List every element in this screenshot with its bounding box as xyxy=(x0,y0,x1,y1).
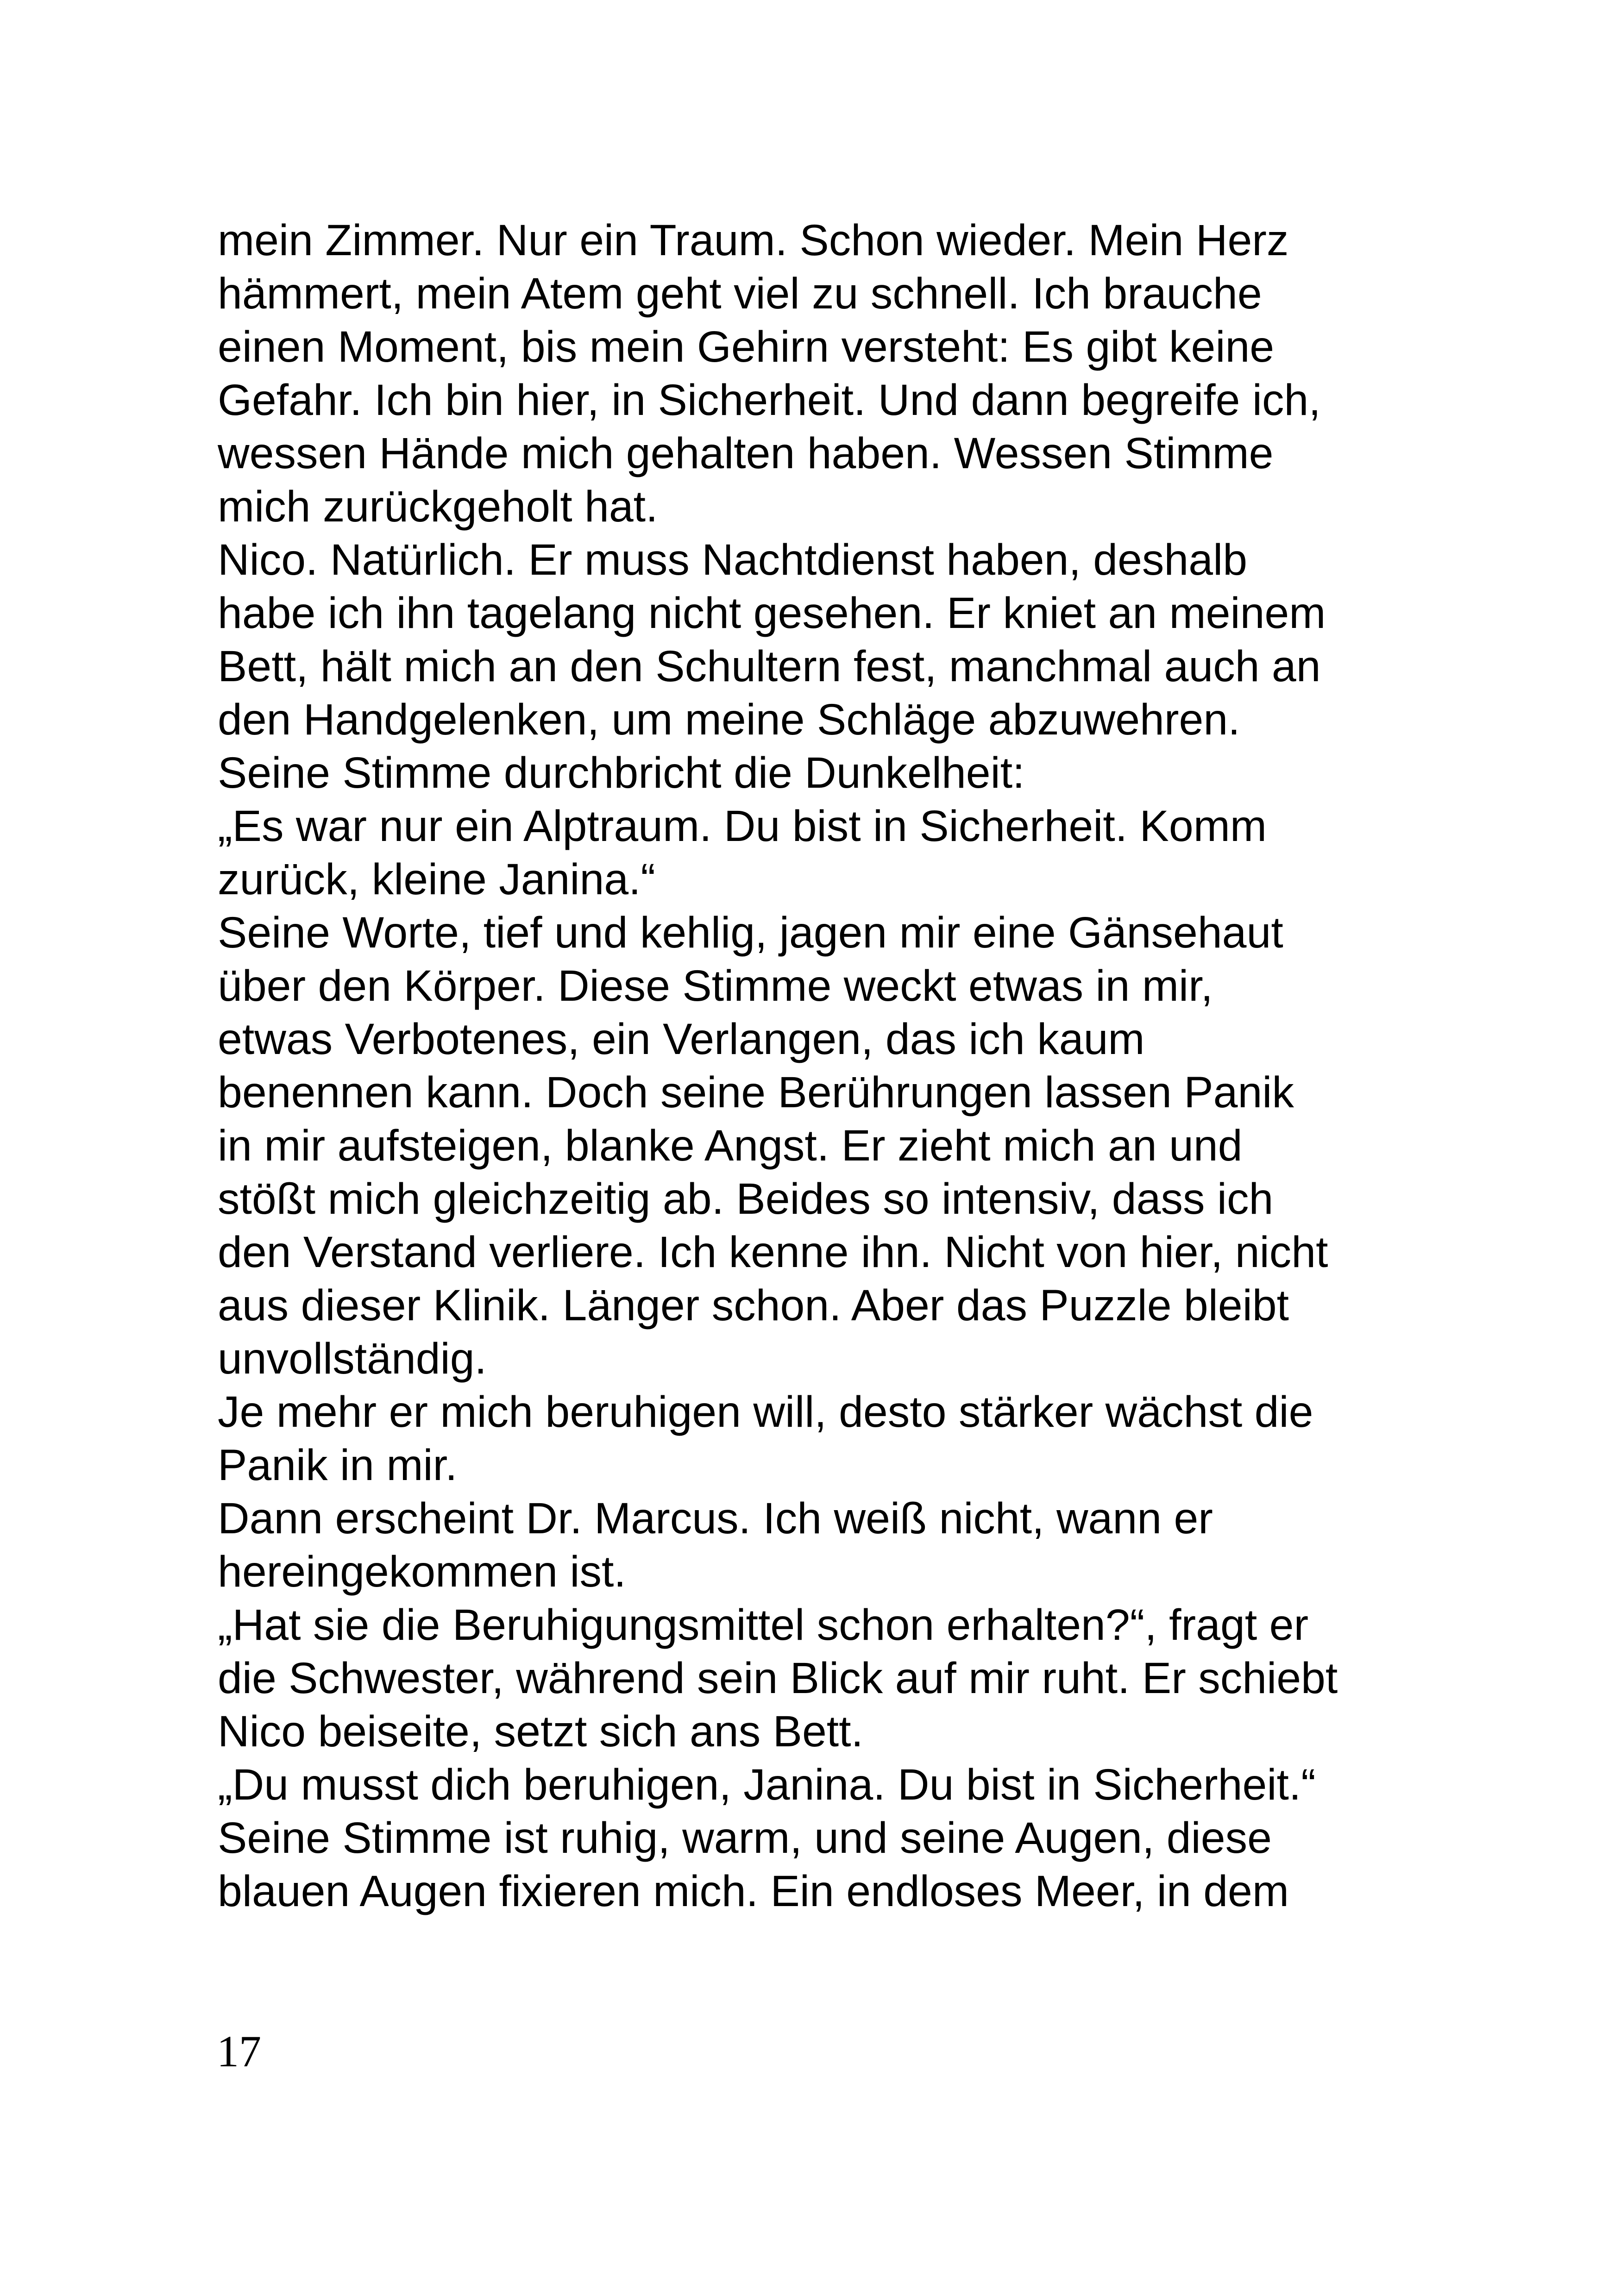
page-number: 17 xyxy=(217,2026,261,2076)
text-line: Bett, hält mich an den Schultern fest, manchmal auch an xyxy=(218,642,1321,691)
text-line: Nico. Natürlich. Er muss Nachtdienst haben, deshalb xyxy=(218,535,1248,584)
text-line: Seine Worte, tief und kehlig, jagen mir eine Gänsehaut xyxy=(218,908,1283,957)
text-line: blauen Augen fixieren mich. Ein endloses Meer, in dem xyxy=(218,1867,1289,1916)
text-line: zurück, kleine Janina.“ xyxy=(218,855,656,904)
text-line: den Handgelenken, um meine Schläge abzuwehren. xyxy=(218,695,1240,744)
text-line: in mir aufsteigen, blanke Angst. Er zieht mich an und xyxy=(218,1121,1243,1170)
text-line: über den Körper. Diese Stimme weckt etwas in mir, xyxy=(218,961,1213,1010)
text-line: benennen kann. Doch seine Berührungen lassen Panik xyxy=(218,1068,1294,1117)
text-line: „Es war nur ein Alptraum. Du bist in Sicherheit. Komm xyxy=(218,802,1267,851)
text-line: hereingekommen ist. xyxy=(218,1547,626,1596)
text-line: stößt mich gleichzeitig ab. Beides so intensiv, dass ich xyxy=(218,1174,1274,1223)
text-line: habe ich ihn tagelang nicht gesehen. Er kniet an meinem xyxy=(218,589,1326,638)
text-line: Je mehr er mich beruhigen will, desto stärker wächst die xyxy=(218,1387,1313,1437)
text-line: „Hat sie die Beruhigungsmittel schon erhalten?“, fragt er xyxy=(218,1600,1309,1650)
text-line: unvollständig. xyxy=(218,1334,487,1383)
text-line: Nico beiseite, setzt sich ans Bett. xyxy=(218,1707,863,1756)
text-line: „Du musst dich beruhigen, Janina. Du bist in Sicherheit.“ xyxy=(218,1760,1316,1809)
text-line: mein Zimmer. Nur ein Traum. Schon wieder. Mein Herz xyxy=(218,216,1289,265)
text-line: Seine Stimme durchbricht die Dunkelheit: xyxy=(218,748,1025,797)
text-line: den Verstand verliere. Ich kenne ihn. Nicht von hier, nicht xyxy=(218,1228,1328,1277)
text-line: die Schwester, während sein Blick auf mir ruht. Er schiebt xyxy=(218,1654,1338,1703)
text-line: aus dieser Klinik. Länger schon. Aber das Puzzle bleibt xyxy=(218,1281,1289,1330)
text-line: wessen Hände mich gehalten haben. Wessen Stimme xyxy=(218,429,1274,478)
text-line: Seine Stimme ist ruhig, warm, und seine Augen, diese xyxy=(218,1813,1272,1863)
text-line: mich zurückgeholt hat. xyxy=(218,482,658,531)
text-line: etwas Verbotenes, ein Verlangen, das ich kaum xyxy=(218,1015,1145,1064)
text-line: einen Moment, bis mein Gehirn versteht: Es gibt keine xyxy=(218,322,1275,371)
body-text xyxy=(218,214,1431,1918)
text-line: hämmert, mein Atem geht viel zu schnell. Ich brauche xyxy=(218,269,1262,318)
text-line: Panik in mir. xyxy=(218,1441,458,1490)
text-line: Dann erscheint Dr. Marcus. Ich weiß nicht, wann er xyxy=(218,1494,1213,1543)
text-line: Gefahr. Ich bin hier, in Sicherheit. Und dann begreife ich, xyxy=(218,376,1321,425)
